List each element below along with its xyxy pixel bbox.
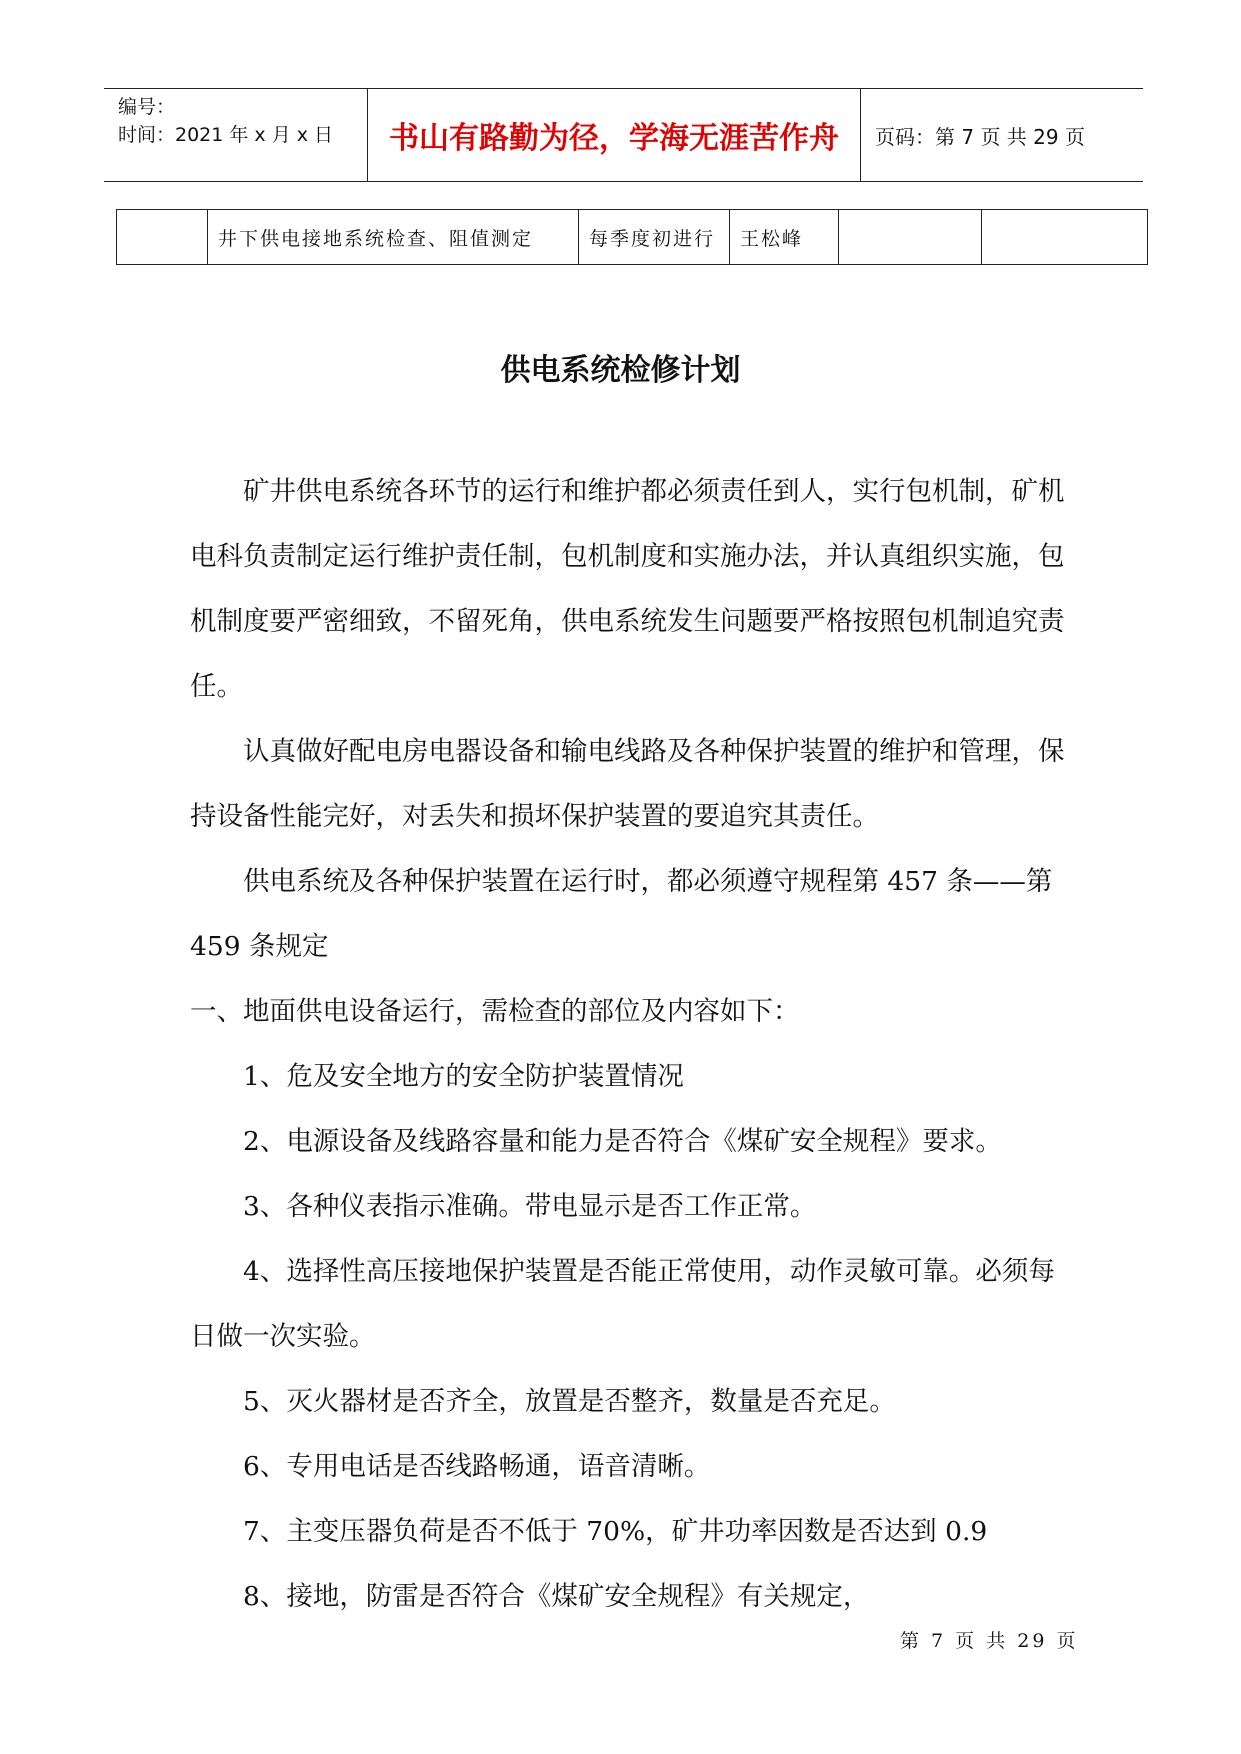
- list-item: 1、危及安全地方的安全防护装置情况: [243, 1061, 684, 1092]
- header-meta: [104, 89, 368, 181]
- list-item: 6、专用电话是否线路畅通，语音清晰。: [243, 1451, 711, 1482]
- header-motto: 书山有路勤为径，学海无涯苦作舟: [368, 89, 861, 181]
- page-header: [104, 88, 1143, 182]
- list-item: 4、选择性高压接地保护装置是否能正常使用，动作灵敏可靠。必须每日做一次实验。: [190, 1256, 1055, 1352]
- time-label: 时间：2021 年 x 月 x 日: [118, 124, 334, 146]
- paragraph: 认真做好配电房电器设备和输电线路及各种保护装置的维护和管理，保持设备性能完好，对丢失和损坏保护装置的要追究其责任。: [190, 736, 1065, 832]
- table-cell: 井下供电接地系统检查、阻值测定: [208, 210, 579, 265]
- list-item: 2、电源设备及线路容量和能力是否符合《煤矿安全规程》要求。: [243, 1126, 1002, 1157]
- paragraph: 矿井供电系统各环节的运行和维护都必须责任到人，实行包机制，矿机电科负责制定运行维护责任制，包机制度和实施办法，并认真组织实施，包机制度要严密细致，不留死角，供电系统发生问题要严格按照包机制追究责任。: [190, 476, 1065, 702]
- paragraph: 供电系统及各种保护装置在运行时，都必须遵守规程第 457 条——第 459 条规定: [190, 866, 1053, 962]
- table-cell: [839, 210, 982, 265]
- document-body: [190, 459, 1070, 1629]
- schedule-table: [116, 209, 1148, 265]
- table-row: [117, 210, 1148, 265]
- table-cell: [982, 210, 1148, 265]
- list-item: 8、接地，防雷是否符合《煤矿安全规程》有关规定，: [243, 1581, 870, 1612]
- table-cell: [117, 210, 208, 265]
- list-item: 5、灭火器材是否齐全，放置是否整齐，数量是否充足。: [243, 1386, 896, 1417]
- number-label: 编号：: [118, 96, 176, 118]
- section-heading: 一、地面供电设备运行，需检查的部位及内容如下：: [190, 996, 800, 1027]
- page-title: 供电系统检修计划: [500, 353, 741, 388]
- table-cell: 王松峰: [730, 210, 839, 265]
- page-footer: 第 7 页 共 29 页: [900, 1630, 1079, 1652]
- header-page-info: 页码：第 7 页 共 29 页: [875, 124, 1085, 149]
- table-cell: 每季度初进行: [579, 210, 730, 265]
- list-item: 3、各种仪表指示准确。带电显示是否工作正常。: [243, 1191, 817, 1222]
- list-item: 7、主变压器负荷是否不低于 70%，矿井功率因数是否达到 0.9: [243, 1516, 988, 1547]
